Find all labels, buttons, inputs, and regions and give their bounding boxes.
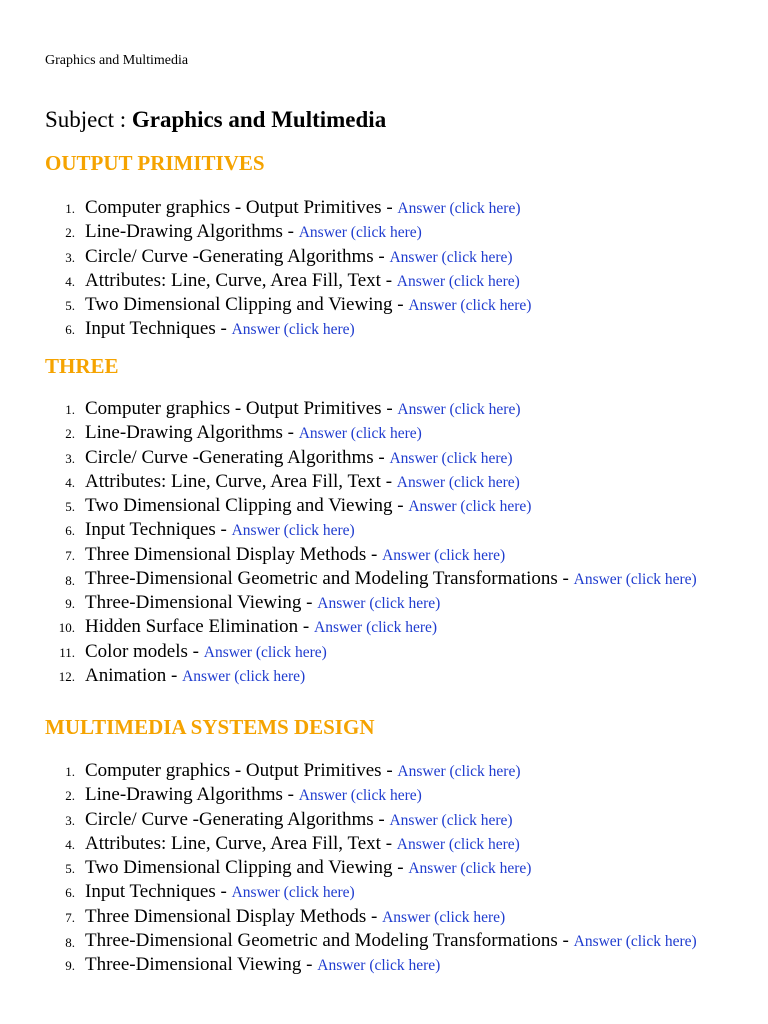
subject-label: Subject : — [45, 107, 132, 132]
answer-link[interactable]: Answer (click here) — [397, 200, 521, 217]
list-item — [45, 397, 728, 421]
list-item — [45, 220, 728, 244]
list-item — [45, 664, 728, 688]
list-item — [45, 293, 728, 317]
section-heading-multimedia-systems-design: MULTIMEDIA SYSTEMS DESIGN — [45, 715, 375, 739]
section-heading-three: THREE — [45, 354, 119, 378]
item-title: Computer graphics - Output Primitives - — [85, 398, 398, 419]
item-number: 3. — [65, 450, 75, 466]
item-number: 7. — [65, 909, 75, 925]
item-number: 10. — [58, 620, 75, 636]
item-number: 3. — [65, 249, 75, 265]
answer-link[interactable]: Answer (click here) — [317, 957, 441, 975]
item-number: 4. — [65, 474, 75, 490]
answer-link[interactable]: Answer (click here) — [389, 449, 513, 467]
item-number: 3. — [65, 812, 75, 828]
answer-link[interactable]: Answer (click here) — [231, 522, 355, 540]
list-item — [45, 196, 728, 220]
list-item — [45, 856, 728, 880]
item-title: Three Dimensional Display Methods - — [85, 905, 383, 927]
answer-link[interactable]: Answer (click here) — [298, 224, 422, 242]
item-title: Two Dimensional Clipping and Viewing - — [85, 857, 409, 879]
list-item — [45, 494, 728, 518]
item-title: Line-Drawing Algorithms - — [85, 784, 299, 806]
item-number: 2. — [65, 225, 75, 241]
list-item — [45, 317, 728, 341]
item-number: 11. — [59, 644, 75, 660]
question-list-multimedia-systems-design — [45, 759, 728, 977]
item-number: 5. — [65, 298, 75, 314]
item-number: 9. — [65, 958, 75, 974]
list-item — [45, 929, 728, 953]
list-item — [45, 518, 728, 542]
answer-link[interactable]: Answer (click here) — [408, 860, 532, 878]
list-item — [45, 615, 728, 639]
list-item — [45, 245, 728, 269]
item-title: Three Dimensional Display Methods - — [85, 543, 383, 565]
item-title: Three-Dimensional Geometric and Modeling Transformations - — [85, 568, 574, 590]
item-title: Two Dimensional Clipping and Viewing - — [85, 294, 409, 316]
item-title: Computer graphics - Output Primitives - — [85, 760, 398, 781]
item-title: Circle/ Curve -Generating Algorithms - — [85, 446, 390, 468]
item-title: Attributes: Line, Curve, Area Fill, Text - — [85, 832, 397, 854]
subject-line — [45, 106, 386, 134]
section-heading-output-primitives: OUTPUT PRIMITIVES — [45, 151, 265, 175]
item-number: 5. — [65, 861, 75, 877]
item-title: Circle/ Curve -Generating Algorithms - — [85, 245, 390, 267]
item-title: Three-Dimensional Geometric and Modeling Transformations - — [85, 930, 574, 952]
item-title: Color models - — [85, 640, 204, 662]
item-number: 6. — [65, 322, 75, 338]
answer-link[interactable]: Answer (click here) — [182, 667, 306, 685]
item-title: Input Techniques - — [85, 318, 232, 340]
item-number: 4. — [65, 273, 75, 289]
item-title: Attributes: Line, Curve, Area Fill, Text - — [85, 269, 397, 291]
list-item — [45, 953, 728, 977]
answer-link[interactable]: Answer (click here) — [389, 811, 513, 829]
answer-link[interactable]: Answer (click here) — [573, 933, 697, 951]
item-title: Computer graphics - Output Primitives - — [85, 197, 398, 218]
answer-link[interactable]: Answer (click here) — [314, 619, 438, 637]
subject-name: Graphics and Multimedia — [131, 107, 387, 132]
answer-link[interactable]: Answer (click here) — [573, 571, 697, 589]
answer-link[interactable]: Answer (click here) — [408, 498, 532, 516]
question-list-output-primitives — [45, 196, 728, 342]
item-title: Input Techniques - — [85, 519, 232, 541]
item-title: Line-Drawing Algorithms - — [85, 221, 299, 243]
item-number: 9. — [65, 596, 75, 612]
answer-link[interactable]: Answer (click here) — [203, 643, 327, 661]
item-number: 6. — [65, 885, 75, 901]
answer-link[interactable]: Answer (click here) — [397, 763, 521, 780]
item-number: 8. — [65, 935, 75, 951]
list-item — [45, 421, 728, 445]
answer-link[interactable]: Answer (click here) — [231, 321, 355, 339]
list-item — [45, 543, 728, 567]
answer-link[interactable]: Answer (click here) — [396, 473, 520, 491]
list-item — [45, 269, 728, 293]
list-item — [45, 880, 728, 904]
item-title: Animation - — [85, 664, 183, 686]
item-title: Two Dimensional Clipping and Viewing - — [85, 495, 409, 517]
item-number: 7. — [65, 547, 75, 563]
answer-link[interactable]: Answer (click here) — [396, 835, 520, 853]
list-item — [45, 640, 728, 664]
answer-link[interactable]: Answer (click here) — [231, 884, 355, 902]
item-number: 12. — [58, 668, 75, 684]
item-title: Three-Dimensional Viewing - — [85, 954, 318, 976]
list-item — [45, 832, 728, 856]
item-title: Line-Drawing Algorithms - — [85, 422, 299, 444]
answer-link[interactable]: Answer (click here) — [396, 272, 520, 290]
answer-link[interactable]: Answer (click here) — [298, 425, 422, 443]
list-item — [45, 567, 728, 591]
list-item — [45, 591, 728, 615]
answer-link[interactable]: Answer (click here) — [382, 546, 506, 564]
item-number: 2. — [65, 426, 75, 442]
answer-link[interactable]: Answer (click here) — [317, 595, 441, 613]
item-number: 1. — [65, 764, 75, 779]
list-item — [45, 783, 728, 807]
item-number: 1. — [65, 201, 75, 216]
item-number: 4. — [65, 836, 75, 852]
list-item — [45, 446, 728, 470]
list-item — [45, 759, 728, 783]
item-number: 8. — [65, 573, 75, 589]
item-number: 6. — [65, 523, 75, 539]
list-item — [45, 470, 728, 494]
answer-link[interactable]: Answer (click here) — [389, 248, 513, 266]
question-list-three — [45, 397, 728, 688]
answer-link[interactable]: Answer (click here) — [382, 908, 506, 926]
item-title: Circle/ Curve -Generating Algorithms - — [85, 808, 390, 830]
item-title: Attributes: Line, Curve, Area Fill, Text - — [85, 470, 397, 492]
item-title: Input Techniques - — [85, 881, 232, 903]
answer-link[interactable]: Answer (click here) — [298, 787, 422, 805]
item-title: Hidden Surface Elimination - — [85, 616, 314, 638]
answer-link[interactable]: Answer (click here) — [397, 401, 521, 418]
item-title: Three-Dimensional Viewing - — [85, 592, 318, 614]
list-item — [45, 905, 728, 929]
answer-link[interactable]: Answer (click here) — [408, 297, 532, 315]
list-item — [45, 808, 728, 832]
running-header: Graphics and Multimedia — [45, 53, 189, 68]
item-number: 1. — [65, 402, 75, 417]
item-number: 5. — [65, 499, 75, 515]
item-number: 2. — [65, 788, 75, 804]
